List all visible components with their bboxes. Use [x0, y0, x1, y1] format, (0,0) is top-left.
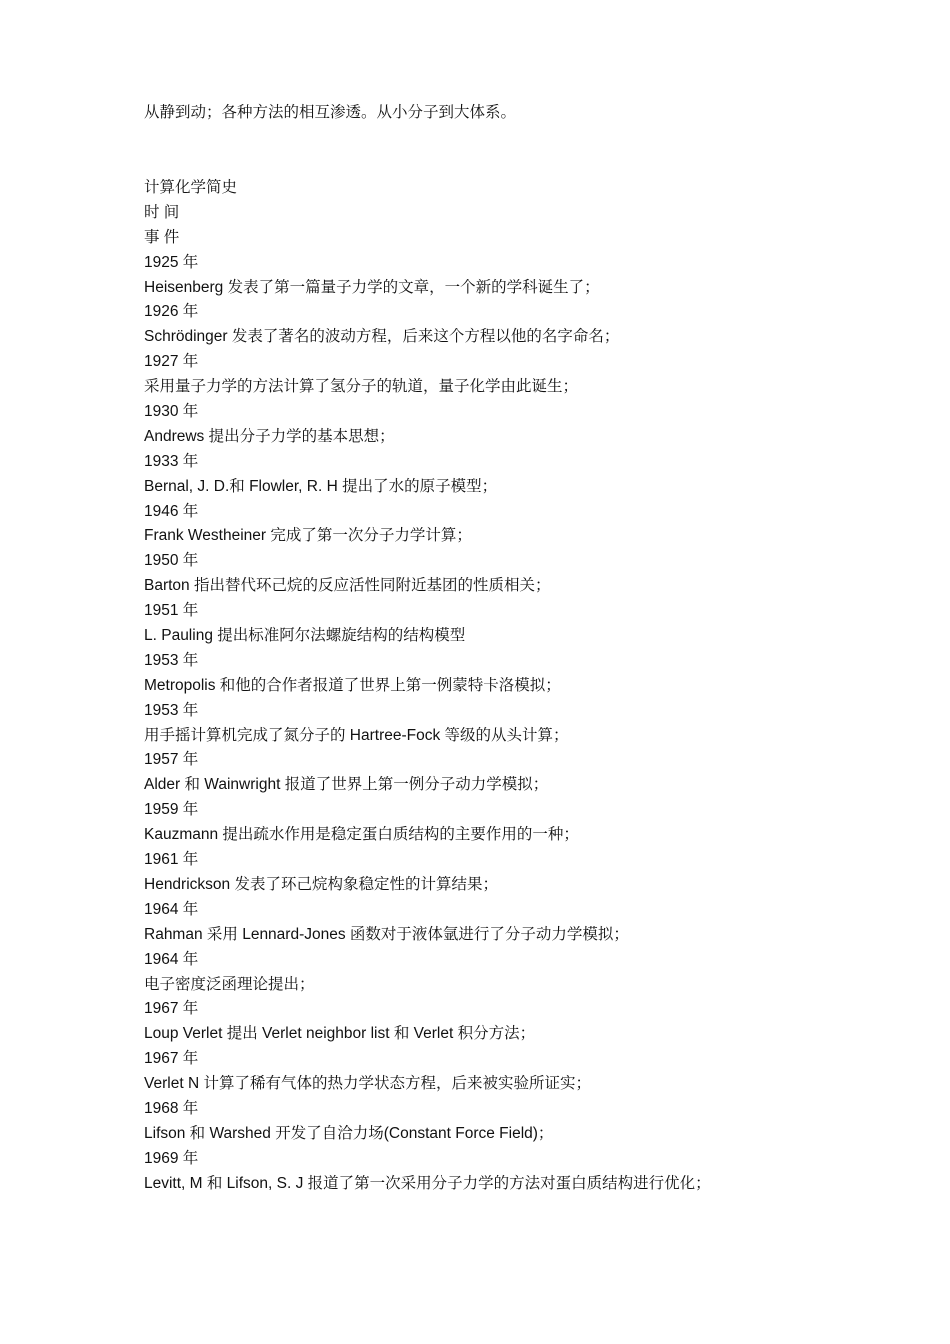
history-entry	[144, 350, 711, 400]
history-section	[144, 176, 711, 1197]
entry-event: Bernal, J. D.和 Flowler, R. H 提出了水的原子模型；	[144, 477, 498, 495]
entry-event: L. Pauling 提出标准阿尔法螺旋结构的结构模型	[144, 627, 466, 645]
section-title: 计算化学简史	[144, 179, 238, 196]
history-entry	[144, 1047, 711, 1097]
entry-event: Andrews 提出分子力学的基本思想；	[144, 427, 395, 445]
column-header-time: 时 间	[144, 203, 180, 221]
history-list	[144, 251, 711, 1197]
entry-year: 1927 年	[144, 353, 199, 371]
column-header-event: 事 件	[144, 228, 180, 246]
entry-event: Frank Westheiner 完成了第一次分子力学计算；	[144, 527, 472, 545]
entry-event: Heisenberg 发表了第一篇量子力学的文章，一个新的学科诞生了；	[144, 278, 600, 296]
history-entry	[144, 1147, 711, 1197]
entry-year: 1968 年	[144, 1099, 199, 1117]
history-entry	[144, 251, 711, 301]
history-entry	[144, 997, 711, 1047]
entry-year: 1961 年	[144, 851, 199, 869]
entry-event: 电子密度泛函理论提出；	[144, 975, 315, 993]
entry-event: Alder 和 Wainwright 报道了世界上第一例分子动力学模拟；	[144, 776, 549, 794]
entry-year: 1953 年	[144, 651, 199, 669]
entry-event: Lifson 和 Warshed 开发了自洽力场(Constant Force Field)；	[144, 1124, 554, 1142]
entry-year: 1926 年	[144, 303, 199, 321]
entry-year: 1967 年	[144, 1000, 199, 1018]
entry-event: Kauzmann 提出疏水作用是稳定蛋白质结构的主要作用的一种；	[144, 826, 579, 844]
entry-event: Loup Verlet 提出 Verlet neighbor list 和 Verlet 积分方法；	[144, 1025, 536, 1043]
history-entry	[144, 748, 711, 798]
history-entry	[144, 848, 711, 898]
history-entry	[144, 1097, 711, 1147]
history-entry	[144, 500, 711, 550]
history-entry	[144, 300, 711, 350]
entry-event: Levitt, M 和 Lifson, S. J 报道了第一次采用分子力学的方法对蛋白质结构进行优化；	[144, 1174, 711, 1192]
entry-year: 1964 年	[144, 950, 199, 968]
entry-year: 1959 年	[144, 801, 199, 819]
entry-year: 1925 年	[144, 253, 199, 271]
history-entry	[144, 898, 711, 948]
entry-event: Hendrickson 发表了环己烷构象稳定性的计算结果；	[144, 875, 498, 893]
entry-event: Barton 指出替代环己烷的反应活性同附近基团的性质相关；	[144, 577, 551, 595]
entry-event: 采用量子力学的方法计算了氢分子的轨道，量子化学由此诞生；	[144, 378, 579, 396]
entry-event: Schrödinger 发表了著名的波动方程，后来这个方程以他的名字命名；	[144, 328, 620, 346]
entry-event: Verlet N 计算了稀有气体的热力学状态方程，后来被实验所证实；	[144, 1075, 591, 1093]
entry-year: 1946 年	[144, 502, 199, 520]
history-entry	[144, 599, 711, 649]
entry-event: Rahman 采用 Lennard-Jones 函数对于液体氩进行了分子动力学模拟；	[144, 925, 629, 943]
entry-year: 1969 年	[144, 1149, 199, 1167]
intro-paragraph: 从静到动；各种方法的相互渗透。从小分子到大体系。	[144, 104, 517, 121]
history-entry	[144, 948, 711, 998]
history-entry	[144, 798, 711, 848]
history-entry	[144, 549, 711, 599]
entry-year: 1930 年	[144, 403, 199, 421]
history-entry	[144, 450, 711, 500]
entry-year: 1953 年	[144, 701, 199, 719]
entry-year: 1957 年	[144, 751, 199, 769]
history-entry	[144, 699, 711, 749]
history-entry	[144, 649, 711, 699]
entry-event: Metropolis 和他的合作者报道了世界上第一例蒙特卡洛模拟；	[144, 676, 561, 694]
history-entry	[144, 400, 711, 450]
entry-year: 1951 年	[144, 602, 199, 620]
entry-event: 用手摇计算机完成了氮分子的 Hartree-Fock 等级的从头计算；	[144, 726, 569, 744]
entry-year: 1950 年	[144, 552, 199, 570]
entry-year: 1964 年	[144, 900, 199, 918]
entry-year: 1933 年	[144, 452, 199, 470]
entry-year: 1967 年	[144, 1050, 199, 1068]
